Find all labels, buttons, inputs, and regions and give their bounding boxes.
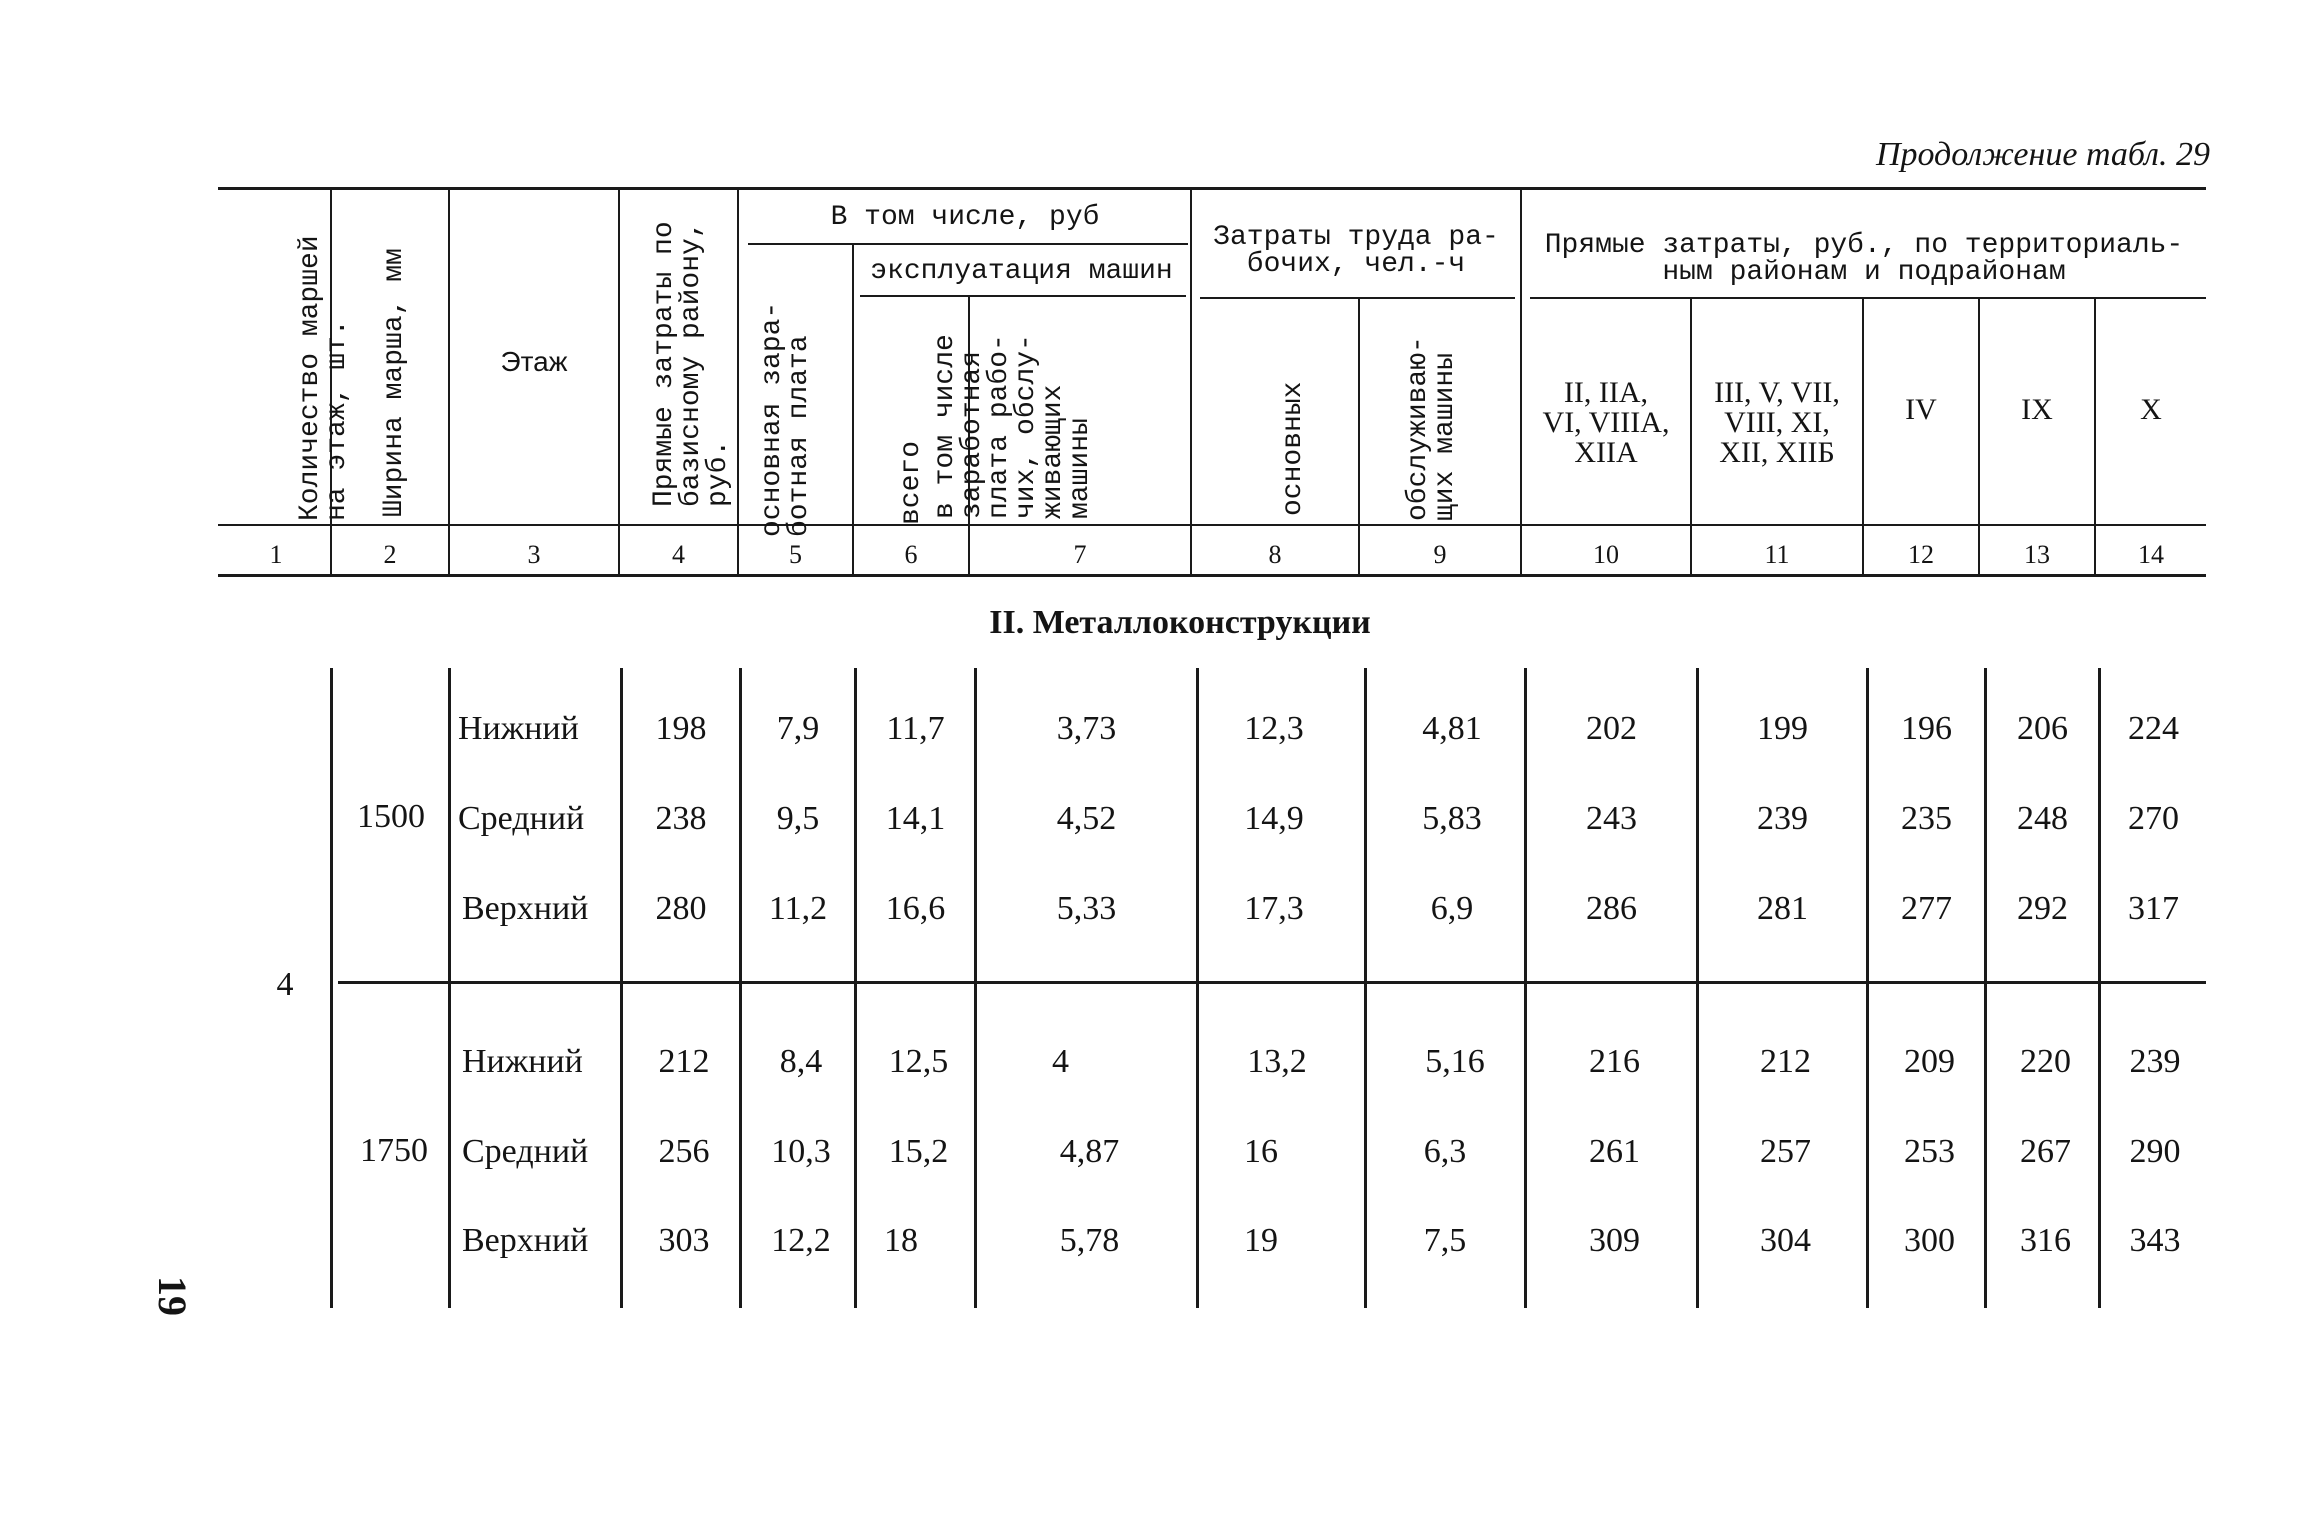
c12-cell: 209 xyxy=(1904,1043,1955,1080)
hv-11 xyxy=(1862,299,1864,574)
c12-cell: 300 xyxy=(1904,1222,1955,1259)
bv-13 xyxy=(1984,668,1987,1308)
c4-cell: 280 xyxy=(655,890,707,927)
c12-cell: 253 xyxy=(1904,1133,1955,1170)
header-labor: Затраты труда ра- бочих, чел.-ч xyxy=(1213,222,1499,280)
c4-cell: 212 xyxy=(658,1043,710,1080)
c11-cell: 257 xyxy=(1760,1133,1811,1170)
header-incl: В том числе, руб xyxy=(830,202,1100,233)
hv-12 xyxy=(1978,299,1980,574)
colnum-1: 1 xyxy=(269,540,283,569)
c13-cell: 292 xyxy=(2017,890,2068,927)
c6-cell: 11,7 xyxy=(886,710,945,747)
bv-2 xyxy=(330,668,333,1308)
header-main: основных xyxy=(1278,381,1309,516)
header-r12: IV xyxy=(1905,393,1937,426)
c13-cell: 267 xyxy=(2020,1133,2071,1170)
c9-cell: 4,81 xyxy=(1422,710,1482,747)
c5-cell: 8,4 xyxy=(779,1043,823,1080)
bv-10 xyxy=(1524,668,1527,1308)
c6-cell: 14,1 xyxy=(885,800,946,837)
c7-cell: 4 xyxy=(1052,1043,1069,1080)
c13-cell: 206 xyxy=(2017,710,2068,747)
floor-cell: Верхний xyxy=(462,1222,589,1259)
colnum-bottom-rule xyxy=(218,574,2206,577)
colnum-11: 11 xyxy=(1764,540,1790,569)
c7-cell: 4,52 xyxy=(1056,800,1117,837)
c10-cell: 261 xyxy=(1589,1133,1640,1170)
c14-cell: 270 xyxy=(2128,800,2179,837)
colnum-2: 2 xyxy=(383,540,397,569)
c8-cell: 16 xyxy=(1244,1133,1278,1170)
c14-cell: 239 xyxy=(2129,1043,2181,1080)
c5-cell: 12,2 xyxy=(771,1222,831,1259)
floor-cell: Верхний xyxy=(462,890,589,927)
c9-cell: 6,3 xyxy=(1423,1133,1467,1170)
c9-cell: 7,5 xyxy=(1423,1222,1467,1259)
width-1750: 1750 xyxy=(360,1132,428,1169)
bv-9 xyxy=(1364,668,1367,1308)
c8-cell: 13,2 xyxy=(1247,1043,1307,1080)
c12-cell: 235 xyxy=(1901,800,1952,837)
hv-13 xyxy=(2094,299,2096,574)
bv-3 xyxy=(448,668,451,1308)
c8-cell: 17,3 xyxy=(1244,890,1304,927)
bv-8 xyxy=(1196,668,1199,1308)
colnum-9: 9 xyxy=(1433,540,1447,569)
c10-cell: 286 xyxy=(1586,890,1637,927)
c7-cell: 5,78 xyxy=(1059,1222,1120,1259)
hv-8 xyxy=(1358,299,1360,574)
incl-divider xyxy=(748,243,1188,245)
header-r13: IX xyxy=(2021,393,2053,426)
c8-cell: 14,9 xyxy=(1244,800,1304,837)
c7-cell: 4,87 xyxy=(1059,1133,1120,1170)
c13-cell: 220 xyxy=(2020,1043,2071,1080)
floor-cell: Средний xyxy=(458,800,585,837)
c8-cell: 12,3 xyxy=(1244,710,1304,747)
c9-cell: 5,83 xyxy=(1422,800,1482,837)
colnum-6: 6 xyxy=(904,540,918,569)
c13-cell: 316 xyxy=(2020,1222,2071,1259)
header-incl-wage: в том числе заработная плата рабо- чих, обслу- живающих машины xyxy=(930,334,1096,519)
floor-cell: Нижний xyxy=(458,710,579,747)
c7-cell: 3,73 xyxy=(1056,710,1117,747)
colnum-8: 8 xyxy=(1268,540,1282,569)
header-service: обслуживаю- щих машины xyxy=(1403,336,1461,521)
header-regions: Прямые затраты, руб., по территориаль- ным районам и подрайонам xyxy=(1544,230,2184,288)
c10-cell: 309 xyxy=(1589,1222,1640,1259)
header-total: всего xyxy=(896,440,927,525)
c11-cell: 212 xyxy=(1760,1043,1811,1080)
hv-4 xyxy=(737,190,739,574)
c7-cell: 5,33 xyxy=(1056,890,1117,927)
c14-cell: 290 xyxy=(2129,1133,2181,1170)
bv-14 xyxy=(2098,668,2101,1308)
colnum-4: 4 xyxy=(672,540,685,569)
group-divider xyxy=(338,981,2206,984)
c11-cell: 199 xyxy=(1757,710,1808,747)
colnum-12: 12 xyxy=(1908,540,1934,569)
c9-cell: 6,9 xyxy=(1430,890,1474,927)
c6-cell: 15,2 xyxy=(888,1133,949,1170)
c11-cell: 239 xyxy=(1757,800,1808,837)
colnum-13: 13 xyxy=(2024,540,2050,569)
c13-cell: 248 xyxy=(2017,800,2068,837)
c8-cell: 19 xyxy=(1244,1222,1278,1259)
c5-cell: 11,2 xyxy=(768,890,828,927)
c10-cell: 216 xyxy=(1589,1043,1640,1080)
header-floor: Этаж xyxy=(500,346,568,377)
bv-7 xyxy=(974,668,977,1308)
c10-cell: 243 xyxy=(1586,800,1637,837)
header-wage: основная зара- ботная плата xyxy=(757,301,815,537)
c14-cell: 224 xyxy=(2128,710,2179,747)
colnum-7: 7 xyxy=(1073,540,1087,569)
header-r14: X xyxy=(2140,393,2162,426)
colnum-3: 3 xyxy=(527,540,541,569)
c4-cell: 303 xyxy=(658,1222,710,1259)
floor-cell: Нижний xyxy=(462,1043,583,1080)
c6-cell: 12,5 xyxy=(888,1043,949,1080)
bv-12 xyxy=(1866,668,1869,1308)
c4-cell: 238 xyxy=(655,800,707,837)
marches-count: 4 xyxy=(276,966,294,1003)
c5-cell: 7,9 xyxy=(776,710,820,747)
bv-11 xyxy=(1696,668,1699,1308)
c5-cell: 10,3 xyxy=(771,1133,831,1170)
colnum-5: 5 xyxy=(789,540,802,569)
header-marches: Количество маршей на этаж, шт. xyxy=(295,235,353,521)
bv-4 xyxy=(620,668,623,1308)
c12-cell: 196 xyxy=(1901,710,1952,747)
c11-cell: 281 xyxy=(1757,890,1808,927)
width-1500: 1500 xyxy=(357,798,425,835)
page-number: 19 xyxy=(150,1276,195,1316)
header-direct: Прямые затраты по базисному району, руб. xyxy=(649,221,734,507)
machines-divider xyxy=(860,295,1186,297)
c10-cell: 202 xyxy=(1586,710,1637,747)
header-r10: II, IIА, VI, VIIIA, XIIA xyxy=(1542,376,1670,469)
header-bottom-rule xyxy=(218,524,2206,526)
c12-cell: 277 xyxy=(1901,890,1952,927)
bv-5 xyxy=(739,668,742,1308)
regions-divider xyxy=(1530,297,2206,299)
c4-cell: 256 xyxy=(658,1133,710,1170)
header-width: Ширина марша, мм xyxy=(379,248,410,517)
c6-cell: 18 xyxy=(884,1222,918,1259)
hv-3 xyxy=(618,190,620,574)
c5-cell: 9,5 xyxy=(776,800,820,837)
table-caption: Продолжение табл. 29 xyxy=(1875,136,2210,173)
hv-2 xyxy=(448,190,450,574)
colnum-10: 10 xyxy=(1593,540,1619,569)
c11-cell: 304 xyxy=(1760,1222,1811,1259)
header-machines: эксплуатация машин xyxy=(870,256,1173,287)
c6-cell: 16,6 xyxy=(885,890,946,927)
bv-6 xyxy=(854,668,857,1308)
header-r11: III, V, VII, VIII, XI, XII, XIIБ xyxy=(1714,376,1840,469)
c14-cell: 317 xyxy=(2128,890,2179,927)
header-top-rule xyxy=(218,187,2206,190)
c9-cell: 5,16 xyxy=(1425,1043,1485,1080)
hv-5 xyxy=(852,245,854,574)
section-title: II. Металлоконструкции xyxy=(989,604,1371,641)
c14-cell: 343 xyxy=(2129,1222,2181,1259)
floor-cell: Средний xyxy=(462,1133,589,1170)
colnum-14: 14 xyxy=(2138,540,2164,569)
c4-cell: 198 xyxy=(655,710,707,747)
